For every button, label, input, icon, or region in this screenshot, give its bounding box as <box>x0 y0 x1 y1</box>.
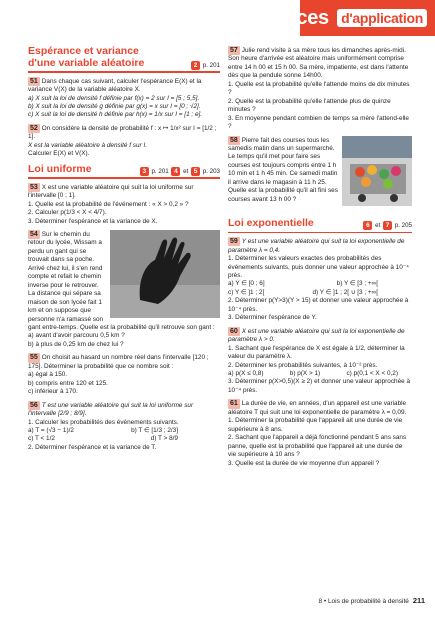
exercise-text: On considère la densité de probabilité f : x ↦ 1/x² sur I = [1/2 ; 1]. <box>28 124 217 141</box>
item-b: b) Y ∈ [3 ; +∞[ <box>336 280 378 288</box>
exercise-61 <box>228 399 412 468</box>
question-1: 1. Quelle est la probabilité qu'elle l'attende moins de dix minutes ? <box>228 80 410 97</box>
question-3: 3. Déterminer p(X>0,5)(X ≥ 2) et donner une valeur approchée à 10⁻⁴ près. <box>228 378 411 394</box>
items-row-2 <box>28 435 178 443</box>
exercise-number: 58 <box>230 136 238 144</box>
question-2: 2. Déterminer l'espérance et la variance de T. <box>28 443 157 451</box>
exercise-51 <box>28 77 220 120</box>
question-1: 1. Déterminer la probabilité que l'appareil ait une durée de vie supérieure à 8 ans. <box>228 417 403 433</box>
section-underline <box>228 232 412 234</box>
items-row-2 <box>228 289 378 297</box>
ref-page: p. 203 <box>202 167 220 175</box>
exercise-text: Julie rend visite à sa mère tous les dimanches après-midi. Son heure d'arrivée est aléatoire mais uniformément comprise entre 14 h 00 et 15 h 00. Sa mère, impatiente, est dans l'attente dès que la pendule sonne 14h00. <box>228 47 409 80</box>
page-footer <box>318 596 425 607</box>
section-loi-exponentielle <box>228 218 412 233</box>
left-column <box>28 46 220 452</box>
question-3: 3. Quelle est la durée de vie moyenne d'un appareil ? <box>228 459 380 467</box>
exercise-text: On choisit au hasard un nombre réel dans l'intervalle [120 ; 175]. Déterminer la probabilité que ce nombre soit : <box>28 354 209 370</box>
exercise-text: La durée de vie, en années, d'un appareil est une variable aléatoire T qui suit une loi exponentielle de paramètre λ = 0,09. <box>228 400 407 416</box>
section-title: Loi uniforme <box>28 162 92 175</box>
exercise-text: Sur le chemin du retour du lycée, Wissam a perdu un gant qui se trouvait dans sa poche. Arrivé chez lui, il s'en rend compte et refait le chemin inverse pour le retrouver. La distance qui sépare sa maison de son lycée fait 1 km et on suppose que personne n'a ramassé son gant entre-temps. Quelle est la probabilité qu'il retrouve son gant : <box>28 230 215 331</box>
item-d: d) Y ∈ ]1 ; 2[ ∪ [3 ; +∞[ <box>312 288 378 296</box>
section-title-line2: d'une variable aléatoire <box>28 56 145 69</box>
exercise-number: 53 <box>30 183 38 191</box>
ref-word: et <box>183 167 189 175</box>
ref-page: p. 205 <box>394 222 412 230</box>
ref-badge: 4 <box>171 167 180 176</box>
right-column <box>228 46 412 468</box>
exercise-59 <box>228 237 412 323</box>
question-1: 1. Quelle est la probabilité de l'événement : « X > 0,2 » ? <box>28 200 189 208</box>
ref-badge: 7 <box>383 221 392 230</box>
ref-word: et <box>375 222 381 230</box>
question-3: 3. En moyenne pendant combien de temps sa mère l'attend-elle ? <box>228 114 409 131</box>
exercise-text: X est une variable aléatoire qui suit la loi exponentielle de paramètre λ > 0. <box>228 327 405 344</box>
exercise-number: 54 <box>30 230 38 238</box>
question-3: 3. Déterminer l'espérance et la variance de X. <box>28 217 158 225</box>
ref-badge: 2 <box>191 61 200 70</box>
section-title-line1: Espérance et variance <box>28 45 139 57</box>
exercise-text-3: Calculer E(X) et V(X). <box>28 150 90 158</box>
item-a: a) X suit la loi de densité f définie par f(x) = 2 sur I = [5 ; 5,5]. <box>28 94 200 102</box>
exercise-number: 56 <box>30 401 38 409</box>
question-2: 2. Déterminer les probabilités suivantes, à 10⁻² près. <box>228 361 378 369</box>
ref-badge: 5 <box>191 167 200 176</box>
item-b: b) à plus de 0,25 km de chez lui ? <box>28 340 124 348</box>
footer-chapter: 8 • Lois de probabilité à densité <box>318 598 409 606</box>
item-d: d) T > 8/9 <box>150 435 178 443</box>
exercise-text: Pierre fait des courses tous les samedis matin dans un supermarché. Le temps qu'il met pour faire ses courses est toujours compris entre 1 h 10 min et 1 h 45 min. Ce samedi matin il arrive dans le magasin à 11 h 25. Quelle est la probabilité qu'il ait fini ses courses avant 13 h 00 ? <box>228 136 338 203</box>
header-title-main: Exercices <box>238 7 329 29</box>
exercise-number: 57 <box>230 47 238 54</box>
items-row-1 <box>28 427 178 435</box>
question-3: 3. Déterminer l'espérance de Y. <box>228 314 317 322</box>
item-c: c) T < 1/2 <box>28 435 55 443</box>
exercise-number: 55 <box>30 354 38 362</box>
exercise-53 <box>28 183 220 226</box>
item-c: c) inférieur à 170. <box>28 388 78 396</box>
glove-photo <box>110 230 220 318</box>
section-esperance-variance <box>28 46 220 73</box>
section-ref <box>190 61 220 70</box>
exercise-number: 51 <box>30 77 38 85</box>
question-2: 2. Déterminer p(Y>3)(Y > 15) et donner une valeur approchée à 10⁻⁴ près. <box>228 297 409 313</box>
exercise-number: 61 <box>230 400 238 408</box>
exercise-58 <box>228 136 412 205</box>
exercise-60 <box>228 327 412 396</box>
shopping-cart-image-icon <box>342 136 412 206</box>
item-a: a) p(X ≤ 0,8) <box>228 370 264 377</box>
item-b: b) X suit la loi de densité g définie par g(x) = x sur I = [0 ; √2]. <box>28 102 201 110</box>
item-b: b) T ∈ [1/3 ; 2/3] <box>131 426 178 434</box>
question-1: 1. Calculer les probabilités des événements suivants. <box>28 418 179 426</box>
exercise-text: X est une variable aléatoire qui suit la loi uniforme sur l'intervalle [0 ; 1]. <box>28 183 194 200</box>
question-2: 2. Calculer p(1/3 < X < 4/7). <box>28 209 107 217</box>
item-a: a) égal à 150. <box>28 371 68 379</box>
exercise-52 <box>28 124 220 159</box>
item-c: c) Y ∈ ]1 ; 2[ <box>228 288 265 296</box>
question-2: 2. Sachant que l'appareil a déjà fonctionné pendant 5 ans sans panne, quelle est la probabilité que l'appareil ait une durée de vie supérieure à 10 ans ? <box>228 434 407 459</box>
item-a: a) T = (√3 − 1)/2 <box>28 426 74 434</box>
page-header <box>0 0 435 42</box>
item-b: b) compris entre 120 et 125. <box>28 379 108 387</box>
ref-page: p. 201 <box>202 61 220 69</box>
page-number: 211 <box>412 596 425 606</box>
item-c: c) p(0,1 < X < 0,2) <box>346 370 398 377</box>
ref-badge: 6 <box>363 221 372 230</box>
exercise-text: T est une variable aléatoire qui suit la loi uniforme sur l'intervalle [2/9 ; 8/9]. <box>28 401 194 418</box>
glove-image-icon <box>110 230 220 318</box>
section-underline <box>28 71 220 73</box>
items-row <box>228 370 398 378</box>
item-a: a) Y ∈ [0 ; 6] <box>228 280 265 288</box>
section-ref <box>362 221 412 230</box>
ref-page: p. 201 <box>151 167 169 175</box>
section-title: Loi exponentielle <box>228 217 314 230</box>
header-title <box>238 5 427 31</box>
section-ref <box>139 167 220 176</box>
exercise-number: 60 <box>230 327 238 335</box>
question-1: 1. Sachant que l'espérance de X est égale à 1/2, déterminer la valeur du paramètre λ. <box>228 344 405 361</box>
exercise-number: 59 <box>230 238 238 246</box>
exercise-text-2: X est la variable aléatoire à densité f sur I. <box>28 141 148 149</box>
question-1: 1. Déterminer les valeurs exactes des probabilités des événements suivants, puis donner une valeur approchée à 10⁻⁴ près. <box>228 255 409 280</box>
question-2: 2. Quelle est la probabilité qu'elle l'attende plus de quinze minutes ? <box>228 97 391 114</box>
exercise-57 <box>228 46 412 132</box>
exercise-number: 52 <box>30 124 38 132</box>
supermarket-photo <box>342 136 412 206</box>
header-title-sub: d'application <box>337 9 427 27</box>
item-c: c) X suit la loi de densité h définie par h(x) = 1/x sur I = [1 ; e]. <box>28 111 203 119</box>
exercise-56 <box>28 401 220 453</box>
exercise-text: Dans chaque cas suivant, calculer l'espérance E(X) et la variance V(X) de la variable aléatoire X. <box>28 77 202 94</box>
items-row-1 <box>228 280 378 288</box>
section-loi-uniforme <box>28 164 220 179</box>
item-b: b) p(X > 1) <box>289 370 321 377</box>
ref-badge: 3 <box>140 167 149 176</box>
item-a: a) avant d'avoir parcouru 0,5 km ? <box>28 332 125 340</box>
exercise-54 <box>28 230 220 349</box>
exercise-55 <box>28 353 220 396</box>
exercise-text: Y est une variable aléatoire qui suit la loi exponentielle de paramètre λ = 0,4. <box>228 238 405 254</box>
section-underline <box>28 177 220 179</box>
